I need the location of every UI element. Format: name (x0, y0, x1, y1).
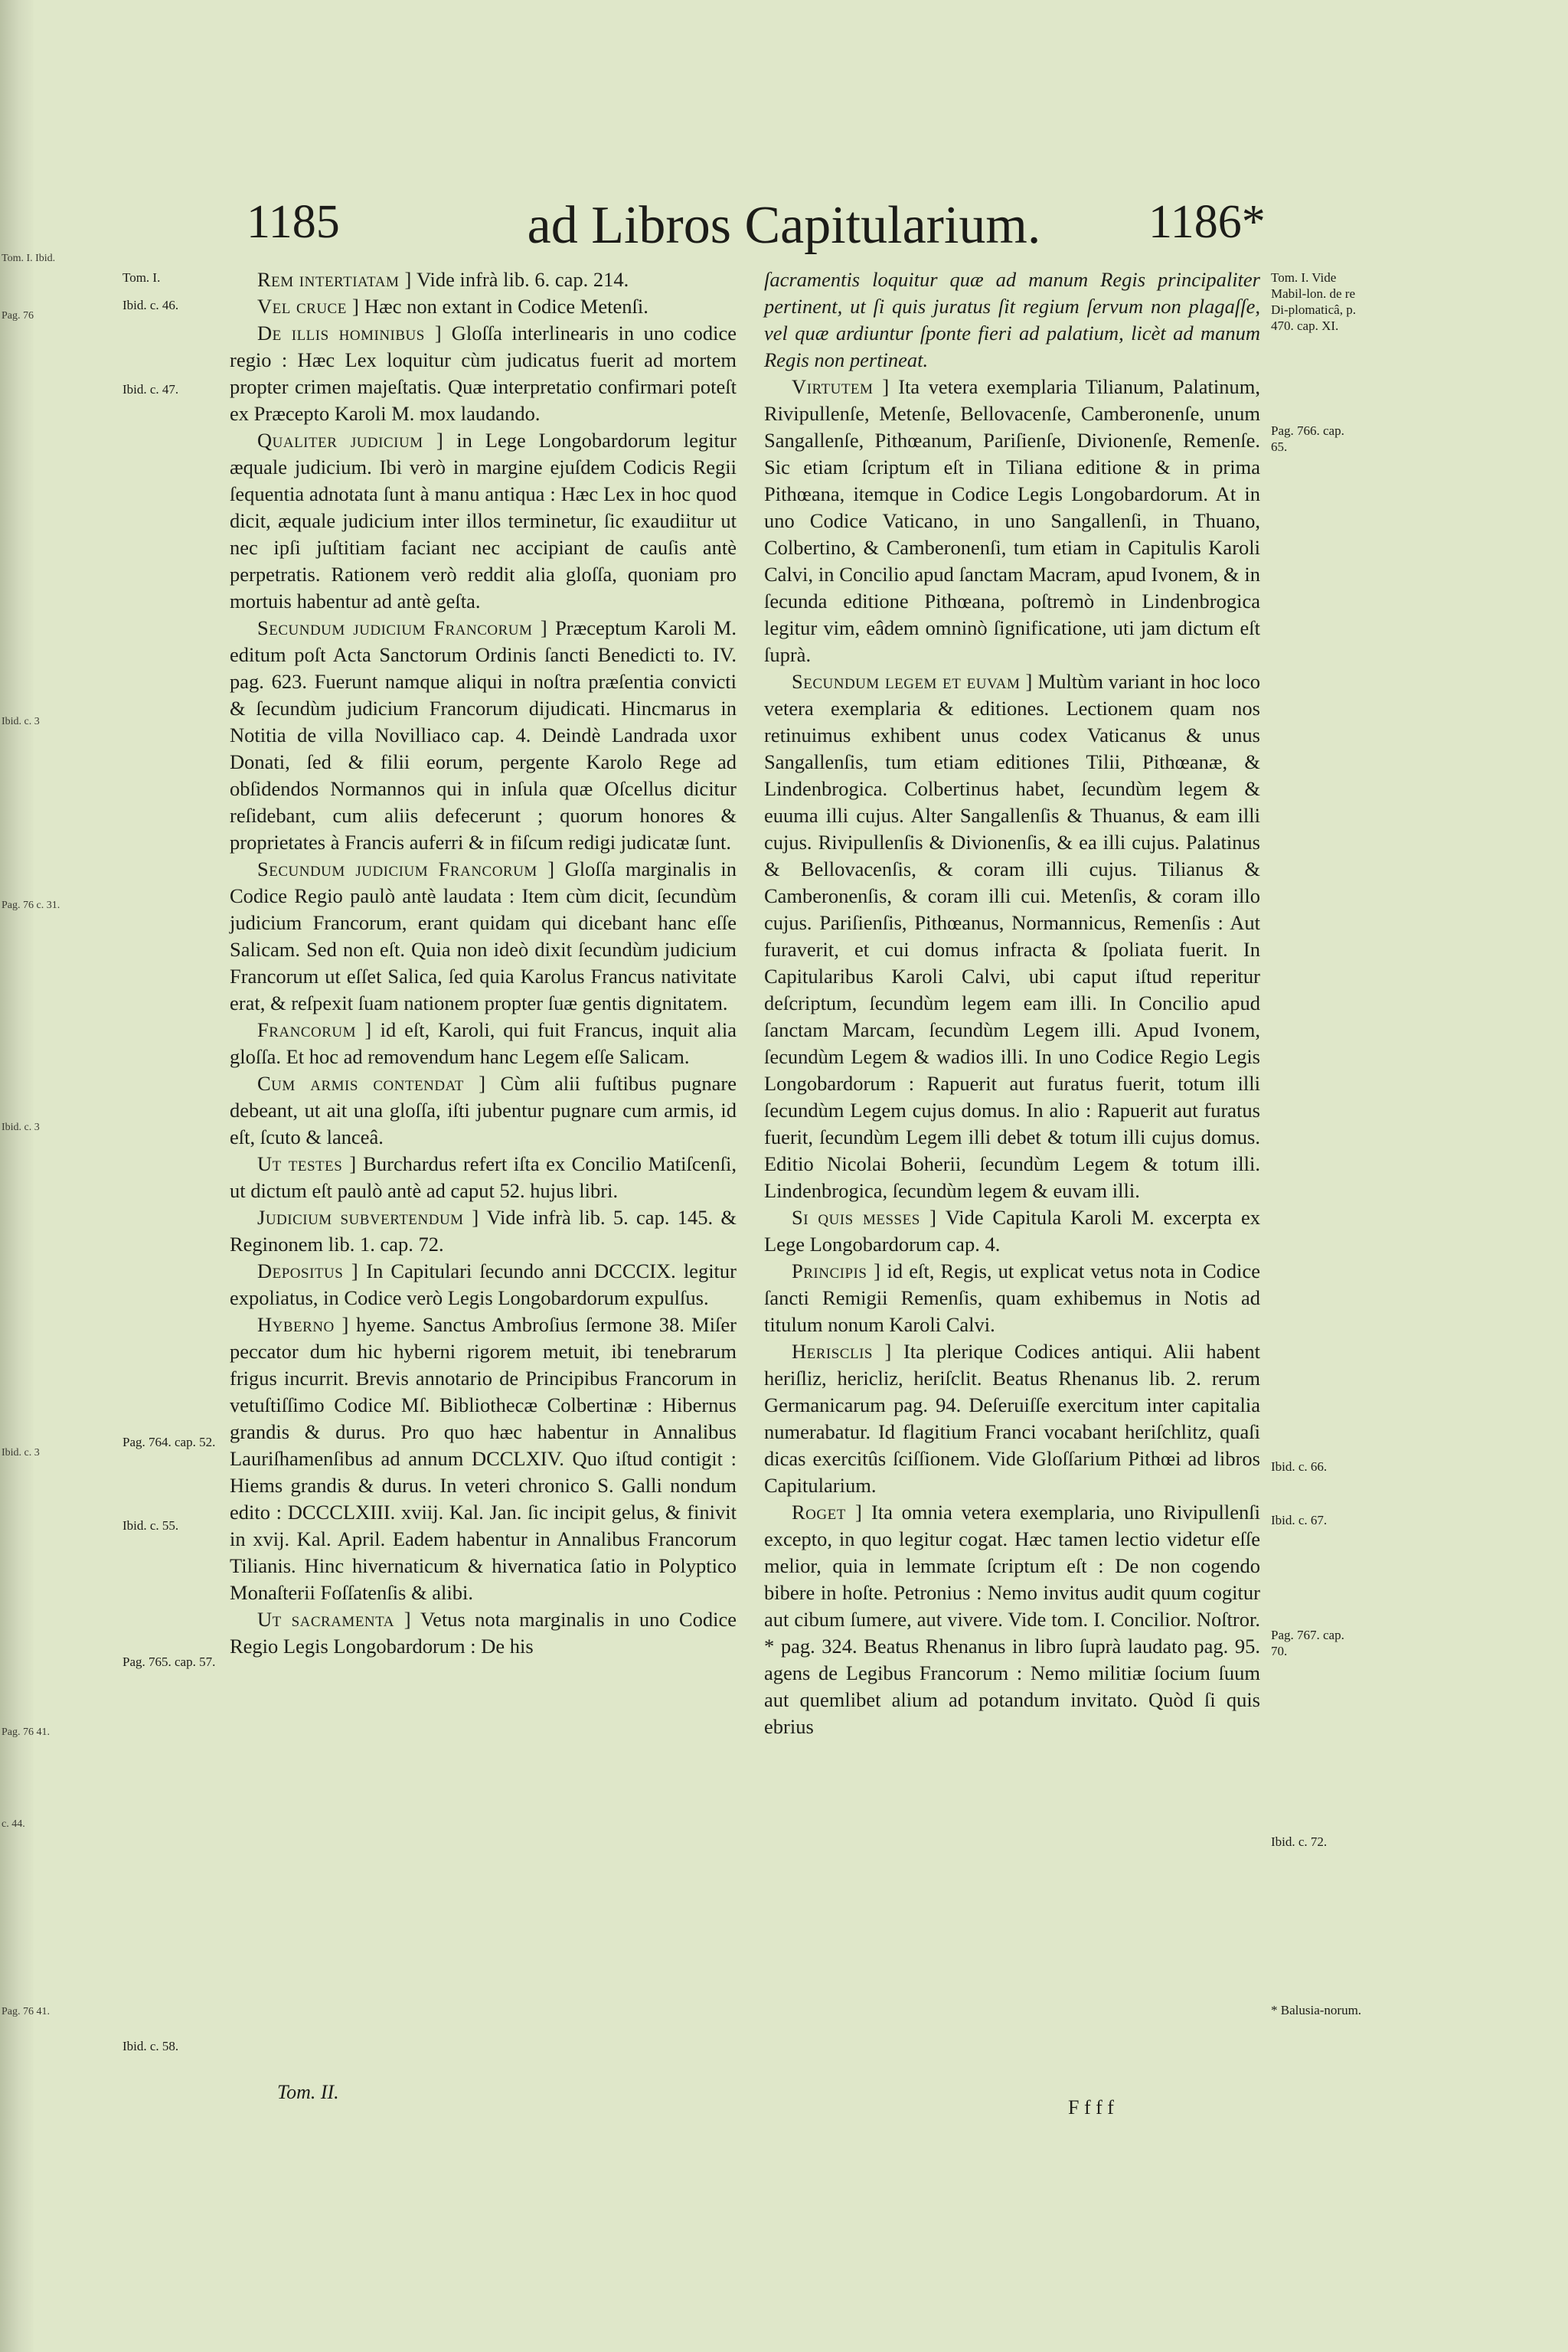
margin-note: Tom. I. (122, 270, 161, 285)
left-column (230, 266, 737, 1660)
entry: Roget ] Ita omnia vetera exemplaria, uno Rivipullenſi excepto, in quo legitur cogat. Hæc tamen lectio videtur eſſe melior, quia in lemmate ſcriptum eſt : De non cogendo bibere in hoſte. Petronius : Nemo invitus audit quum cogitur aut cibum ſumere, aut vivere. Vide tom. I. Concilior. Noſtror. * pag. 324. Beatus Rhenanus in libro ſuprà laudato pag. 95. agens de Legibus Francorum : Nemo militiæ ſocium ſuum aut quemlibet alium ad potandum invitato. Quòd ſi quis ebrius (764, 1501, 1261, 1738)
volume-mark: Tom. II. (277, 2081, 339, 2103)
entry: Rem intertiatam ] Vide infrà lib. 6. cap. 214. (257, 268, 629, 291)
entry: Si quis messes ] Vide Capitula Karoli M. excerpta ex Lege Longobardorum cap. 4. (764, 1206, 1260, 1256)
margin-note: Pag. 766. cap. 65. (1271, 423, 1344, 454)
gutter-note: Ibid. c. 3 (2, 1447, 40, 1459)
page-title: ad Libros Capitularium. (527, 196, 1041, 255)
entry: Herisclis ] Ita plerique Codices antiqui. Alii habent heriſliz, hericliz, heriſclit. Beatus Rhenanus lib. 2. rerum Germanicarum pag. 94. Deſeruiſſe exercitum inter capitalia numerabatur. Id flagitium Franci vocabant heriſchlitz, quaſi dicas exercitûs ſciſſionem. Vide Gloſſarium Pithœi ad libros Capitularium. (764, 1340, 1260, 1497)
entry: Secundum judicium Francorum ] Præceptum Karoli M. editum poſt Acta Sanctorum Ordinis ſancti Benedicti to. IV. pag. 623. Fuerunt namque aliqui in noſtra præſentia convicti & ſecundùm judicium Francorum dijudicati. Hincmarus in Notitia de villa Novilliaco cap. 4. Deindè Landrada uxor Donati, ſed & filii eorum, pergente Karolo Rege ad obſidendos Normannos qui in inſula quæ Oſcellus dicitur reſidebant, cum aliis defecerunt ; quorum honores & proprietates à Francis auferri & in fiſcum redigi judicatæ ſunt. (230, 616, 737, 854)
entry: Ut sacramenta ] Vetus nota marginalis in uno Codice Regio Legis Longobardorum : De his (230, 1608, 737, 1658)
entry: ſacramentis loquitur quæ ad manum Regis principaliter pertinent, ut ſi quis juratus ſit regium ſervum non plagaſſe, vel quæ ardiuntur ſponte fieri ad palatium, licèt ad manum Regis non pertineat. (764, 268, 1260, 371)
gutter-note: c. 44. (2, 1818, 25, 1830)
margin-note: Ibid. c. 58. (122, 2039, 179, 2053)
margin-note: Ibid. c. 47. (122, 382, 179, 397)
entry: Ut testes ] Burchardus refert iſta ex Concilio Matiſcenſi, ut dictum eſt paulò antè ad caput 52. hujus libri. (230, 1152, 737, 1202)
gutter-note: Tom. I. Ibid. (2, 253, 56, 264)
page-number-right: 1186* (1148, 196, 1266, 248)
margin-note: Tom. I. Vide Mabil-lon. de re Di-plomaticâ, p. 470. cap. XI. (1271, 270, 1356, 333)
entry: Vel cruce ] Hæc non extant in Codice Metenſi. (257, 295, 648, 318)
entry: Judicium subvertendum ] Vide infrà lib. 5. cap. 145. & Reginonem lib. 1. cap. 72. (230, 1206, 737, 1256)
gutter-note: Ibid. c. 3 (2, 716, 40, 727)
gutter-note: Pag. 76 (2, 310, 34, 322)
right-column (764, 266, 1260, 1740)
binding-gutter (0, 0, 34, 2352)
margin-note: Ibid. c. 55. (122, 1518, 179, 1533)
entry: Virtutem ] Ita vetera exemplaria Tilianum, Palatinum, Rivipullenſe, Metenſe, Bellovacenſe, Camberonenſe, unum Sangallenſe, Pithœanum, Pariſienſe, Divionenſe, Remenſe. Sic etiam ſcriptum eſt in Tiliana editione & in prima Pithœana, itemque in Codice Legis Longobardorum. At in uno Codice Vaticano, in uno Sangallenſi, in Thuano, Colbertino, & Camberonenſi, tum etiam in Capitulis Karoli Calvi, in Concilio apud ſanctam Macram, apud Ivonem, & in ſecunda editione Pithœana, poſtremò in Lindenbrogica legitur vim, eâdem omninò ſignificatione, uti jam dictum eſt ſuprà. (764, 375, 1260, 666)
gutter-note: Ibid. c. 3 (2, 1122, 40, 1133)
signature-mark: F f f f (1068, 2096, 1114, 2118)
entry: Depositus ] In Capitulari ſecundo anni DCCCIX. legitur expoliatus, in Codice verò Legis Longobardorum expulſus. (230, 1259, 737, 1309)
entry: De illis hominibus ] Gloſſa interlinearis in uno codice regio : Hæc Lex loquitur cùm judicatus fuerit ad mortem propter crimen majeſtatis. Quæ interpretatio confirmari poteſt ex Præcepto Karoli M. mox laudando. (230, 322, 737, 425)
entry: Hyberno ] hyeme. Sanctus Ambroſius ſermone 38. Miſer peccator dum hic hyberni rigorem metuit, ibi tenebrarum frigus incurrit. Brevis annotario de Principibus Francorum in vetuſtiſſimo Codice Mſ. Bibliothecæ Colbertinæ : Hibernus grandis & durus. Pro quo hæc habentur in Annalibus Lauriſhamenſibus ad annum DCCLXIV. Quo iſtud contigit : Hiems grandis & durus. In veteri chronico S. Galli nondum edito : DCCCLXIII. xviij. Kal. Jan. ſic incipit gelus, & finivit in xvij. Kal. April. Eadem habentur in Annalibus Francorum Tilianis. Hinc hivernaticum & hivernatica ſatio in Polyptico Monaſterii Foſſatenſis & alibi. (230, 1313, 737, 1604)
entry: Principis ] id eſt, Regis, ut explicat vetus nota in Codice ſancti Remigii Remenſis, quam exhibemus in Notis ad titulum nonum Karoli Calvi. (764, 1259, 1261, 1336)
gutter-note: Pag. 76 c. 31. (2, 900, 60, 911)
margin-note: Pag. 765. cap. 57. (122, 1655, 216, 1669)
margin-note: Pag. 764. cap. 52. (122, 1435, 216, 1449)
gutter-note: Pag. 76 41. (2, 2006, 50, 2017)
margin-note: Ibid. c. 46. (122, 298, 179, 312)
margin-note: * Balusia-norum. (1271, 2003, 1362, 2017)
gutter-note: Pag. 76 41. (2, 1726, 50, 1738)
entry: Francorum ] id eſt, Karoli, qui fuit Francus, inquit alia gloſſa. Et hoc ad removendum hanc Legem eſſe Salicam. (230, 1018, 737, 1068)
page-header (0, 195, 1568, 256)
margin-note: Ibid. c. 67. (1271, 1513, 1328, 1527)
entry: Secundum judicium Francorum ] Gloſſa marginalis in Codice Regio paulò antè laudata : Item cùm dicit, ſecundùm judicium Francorum, erant quidam qui dicebant hanc eſſe Salicam. Sed non eſt. Quia non ideò dixit ſecundùm judicium Francorum ut eſſet Salica, ſed quia Karolus Francus nativitate erat, & reſpexit ſuam nationem propter ſuæ gentis dignitatem. (230, 858, 737, 1014)
page-number-left: 1185 (247, 196, 340, 248)
entry: Cum armis contendat ] Cùm alii fuſtibus pugnare debeant, ut ait una gloſſa, iſti jubentur pugnare cum armis, id eſt, ſcuto & lanceâ. (230, 1072, 737, 1148)
margin-note: Ibid. c. 66. (1271, 1459, 1328, 1474)
margin-note: Pag. 767. cap. 70. (1271, 1628, 1344, 1658)
entry: Secundum legem et euvam ] Multùm variant in hoc loco vetera exemplaria & editiones. Lectionem quam nos retinuimus exhibent unus codex Vaticanus & unus Sangallenſis, tum etiam editiones Tilii, Pithœanæ, & Lindenbrogica. Colbertinus habet, ſecundùm legem & euuma illi cujus. Alter Sangallenſis & Thuanus, & eam illi cujus. Rivipullenſis & Divionenſis, & ea illi cujus. Palatinus & Bellovacenſis, & coram illi cujus. Tilianus & Camberonenſis, & coram illi cui. Metenſis, & coram illo cujus. Pariſienſis, Pithœanus, Normannicus, Remenſis : Aut furaverit, et cui domus infracta & ſpoliata fuerit. In Capitularibus Karoli Calvi, ubi caput iſtud reperitur deſcriptum, ſecundùm legem eam illi. In Concilio apud ſanctam Marcam, ſecundùm Legem illi. Apud Ivonem, ſecundùm Legem & wadios illi. In uno Codice Regio Legis Longobardorum : Rapuerit aut furatus fuerit, totum illi ſecundùm Legem cujus domus. In alio : Rapuerit aut furatus fuerit, ſecundùm Legem illi debet & totum illi cujus domus. Editio Nicolai Boherii, ſecundùm Legem & totum illi. Lindenbrogica, ſecundùm legem & euvam illi. (764, 670, 1261, 1202)
margin-note: Ibid. c. 72. (1271, 1834, 1328, 1849)
entry: Qualiter judicium ] in Lege Longobardorum legitur æquale judicium. Ibi verò in margine ejuſdem Codicis Regii ſequentia adnotata ſunt à manu antiqua : Hæc Lex in hoc quod dicit, æquale judicium inter illos terminetur, ſic exaudiitur ut nec ipſi juſtitiam faciant nec accipiant de cauſis antè perpetratis. Rationem verò reddit alia gloſſa, quoniam pro mortuis habentur ad antè geſta. (230, 429, 737, 612)
